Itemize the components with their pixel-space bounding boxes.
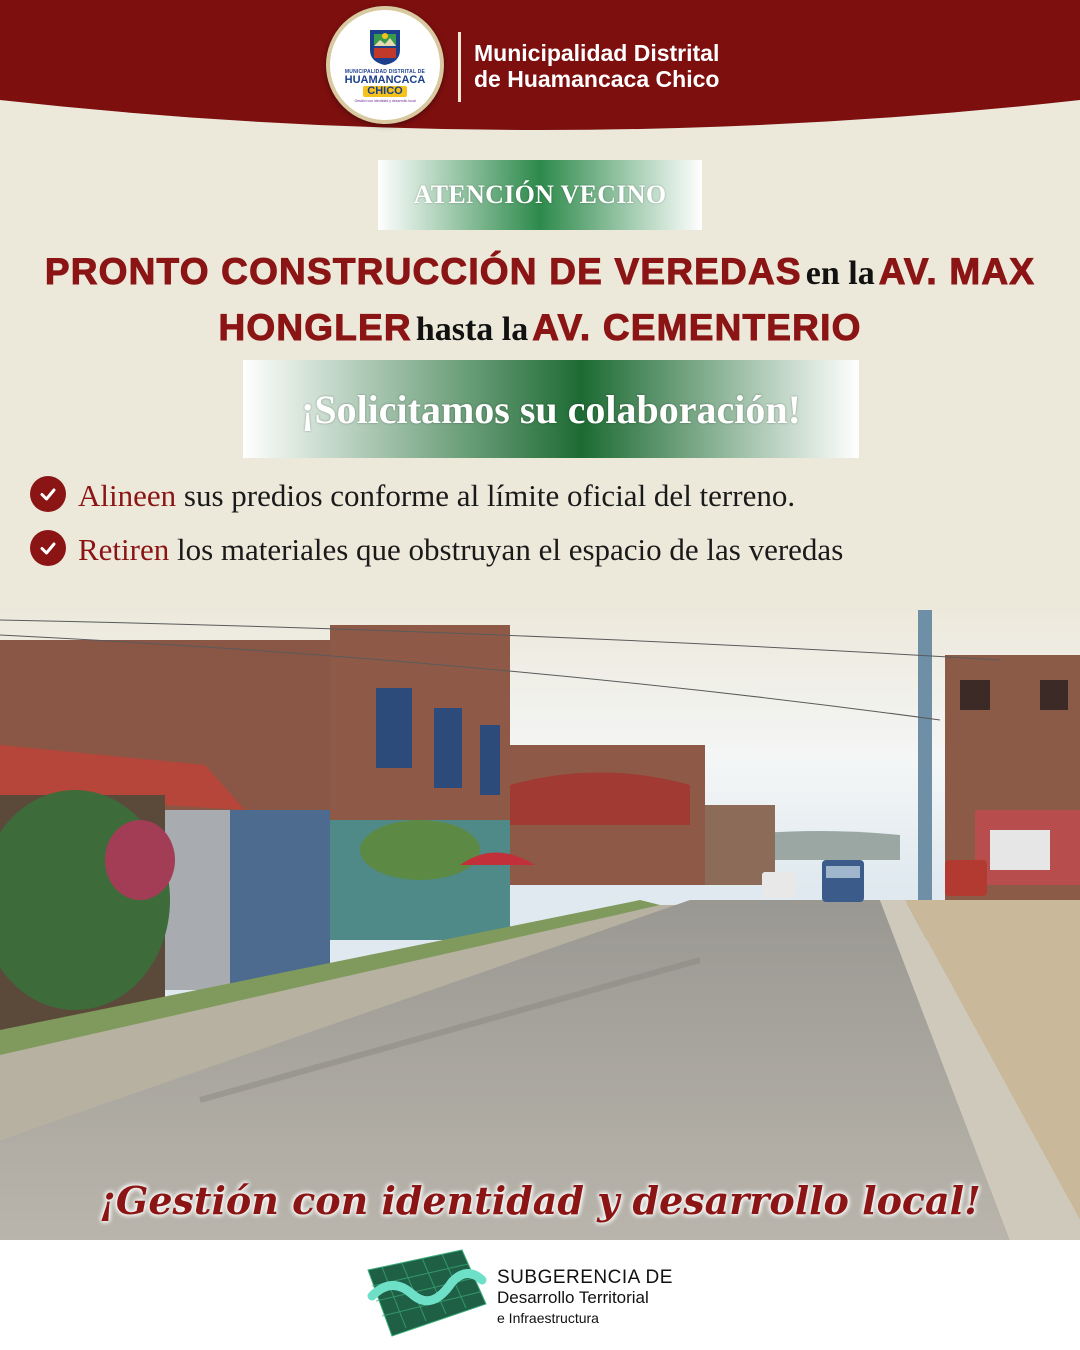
- bullet-item-align: [30, 476, 795, 516]
- headline-part2: en la: [805, 255, 875, 292]
- header-title-line1: Municipalidad Distrital: [474, 40, 720, 66]
- headline-part4: hasta la: [415, 311, 529, 348]
- logo-small-text: MUNICIPALIDAD DISTRITAL DE: [344, 68, 426, 75]
- headline: [30, 248, 1050, 360]
- notice-label: ATENCIÓN VECINO: [413, 180, 667, 209]
- bullet-strong: Retiren: [78, 532, 170, 567]
- logo-motto: Gestión con identidad y desarrollo local: [354, 98, 416, 103]
- street-photo: [0, 600, 1080, 1240]
- bullet-text: [78, 476, 795, 516]
- header-title-line2: de Huamancaca Chico: [474, 66, 720, 92]
- header-divider: [458, 32, 461, 102]
- request-banner-text: ¡Solicitamos su colaboración!: [301, 386, 801, 432]
- header-title: [474, 40, 719, 92]
- headline-part3: AV. MAX HONGLER: [218, 251, 1036, 348]
- check-circle-icon: [30, 476, 66, 512]
- notice-label-box: [378, 160, 702, 230]
- bullet-body: sus predios conforme al límite oficial del terreno.: [183, 478, 796, 513]
- slogan: ¡Gestión con identidad y desarrollo local!: [99, 1178, 981, 1223]
- subgerencia-logo-icon: [362, 1246, 492, 1344]
- headline-part1: PRONTO CONSTRUCCIÓN DE VEREDAS: [44, 251, 802, 292]
- logo-name-line2: CHICO: [363, 86, 406, 97]
- municipality-logo: [326, 6, 444, 124]
- request-banner: [243, 360, 859, 458]
- check-circle-icon: [30, 530, 66, 566]
- logo-name-line1: HUAMANCACA: [344, 73, 426, 86]
- bullet-text: [78, 530, 843, 570]
- footer-line1: SUBGERENCIA DE: [497, 1267, 673, 1288]
- footer-line3: e Infraestructura: [497, 1310, 599, 1326]
- bullet-strong: Alineen: [78, 478, 177, 513]
- bullet-body: los materiales que obstruyan el espacio de las veredas: [177, 532, 844, 567]
- footer-title: [497, 1268, 673, 1328]
- footer-line2: Desarrollo Territorial: [497, 1288, 649, 1307]
- shield-icon: [368, 28, 402, 66]
- headline-part5: AV. CEMENTERIO: [532, 307, 862, 348]
- bullet-item-remove: [30, 530, 980, 570]
